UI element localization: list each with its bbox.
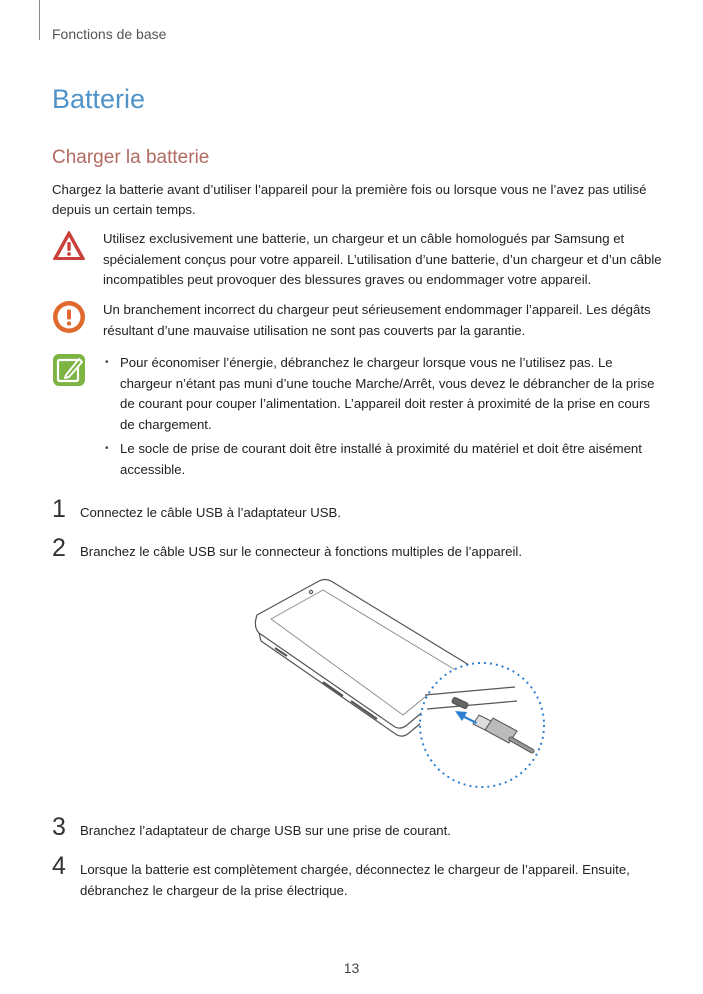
step-3 bbox=[52, 813, 662, 842]
step-4 bbox=[52, 852, 662, 901]
note-item: • Le socle de prise de courant doit être installé à proximité du matériel et doit être aisément accessible. bbox=[103, 439, 662, 480]
note-notice bbox=[52, 353, 662, 484]
step-number: 2 bbox=[52, 534, 66, 562]
intro-paragraph: Chargez la batterie avant d’utiliser l’appareil pour la première fois ou lorsque vous ne l’avez pas utilisé depuis un certain temps. bbox=[52, 182, 647, 217]
warning-triangle-icon bbox=[52, 229, 86, 263]
step-1 bbox=[52, 495, 662, 524]
caution-notice bbox=[52, 300, 662, 341]
charging-illustration bbox=[247, 575, 557, 790]
warning-notice bbox=[52, 229, 662, 291]
note-item: • Pour économiser l’énergie, débranchez le chargeur lorsque vous ne l’utilisez pas. Le chargeur n’étant pas muni d’une touche Marche/Arrêt, vous devez le débrancher de la prise de courant pour couper l’alimentation. L’appareil doit rester à proximité de la prise en cours de chargement. bbox=[103, 353, 662, 435]
step-number: 3 bbox=[52, 813, 66, 841]
step-text: Lorsque la batterie est complètement chargée, déconnectez le chargeur de l’appareil. Ensuite, débranchez le chargeur de la prise électrique. bbox=[80, 862, 630, 898]
step-text: Branchez le câble USB sur le connecteur à fonctions multiples de l’appareil. bbox=[80, 544, 523, 559]
caution-text: Un branchement incorrect du chargeur peut sérieusement endommager l’appareil. Les dégâts résultant d’une mauvaise utilisation ne sont pas couverts par la garantie. bbox=[103, 302, 651, 338]
section-subtitle: Charger la batterie bbox=[52, 147, 210, 168]
step-text: Connectez le câble USB à l’adaptateur USB. bbox=[80, 505, 341, 520]
step-number: 4 bbox=[52, 852, 66, 880]
page-number: 13 bbox=[343, 960, 360, 976]
step-number: 1 bbox=[52, 495, 66, 523]
note-pencil-icon bbox=[52, 353, 86, 387]
section-header: Fonctions de base bbox=[52, 26, 167, 42]
header-rule bbox=[39, 0, 40, 40]
warning-text: Utilisez exclusivement une batterie, un chargeur et un câble homologués par Samsung et spécialement conçus pour votre appareil. L’utilisation d’une batterie, d’un chargeur et d’un câble incompatibles peut provoquer des blessures graves ou endommager votre appareil. bbox=[103, 231, 662, 287]
step-text: Branchez l’adaptateur de charge USB sur une prise de courant. bbox=[80, 823, 451, 838]
page-title: Batterie bbox=[52, 84, 146, 114]
caution-exclamation-icon bbox=[52, 300, 86, 334]
step-2 bbox=[52, 534, 662, 563]
